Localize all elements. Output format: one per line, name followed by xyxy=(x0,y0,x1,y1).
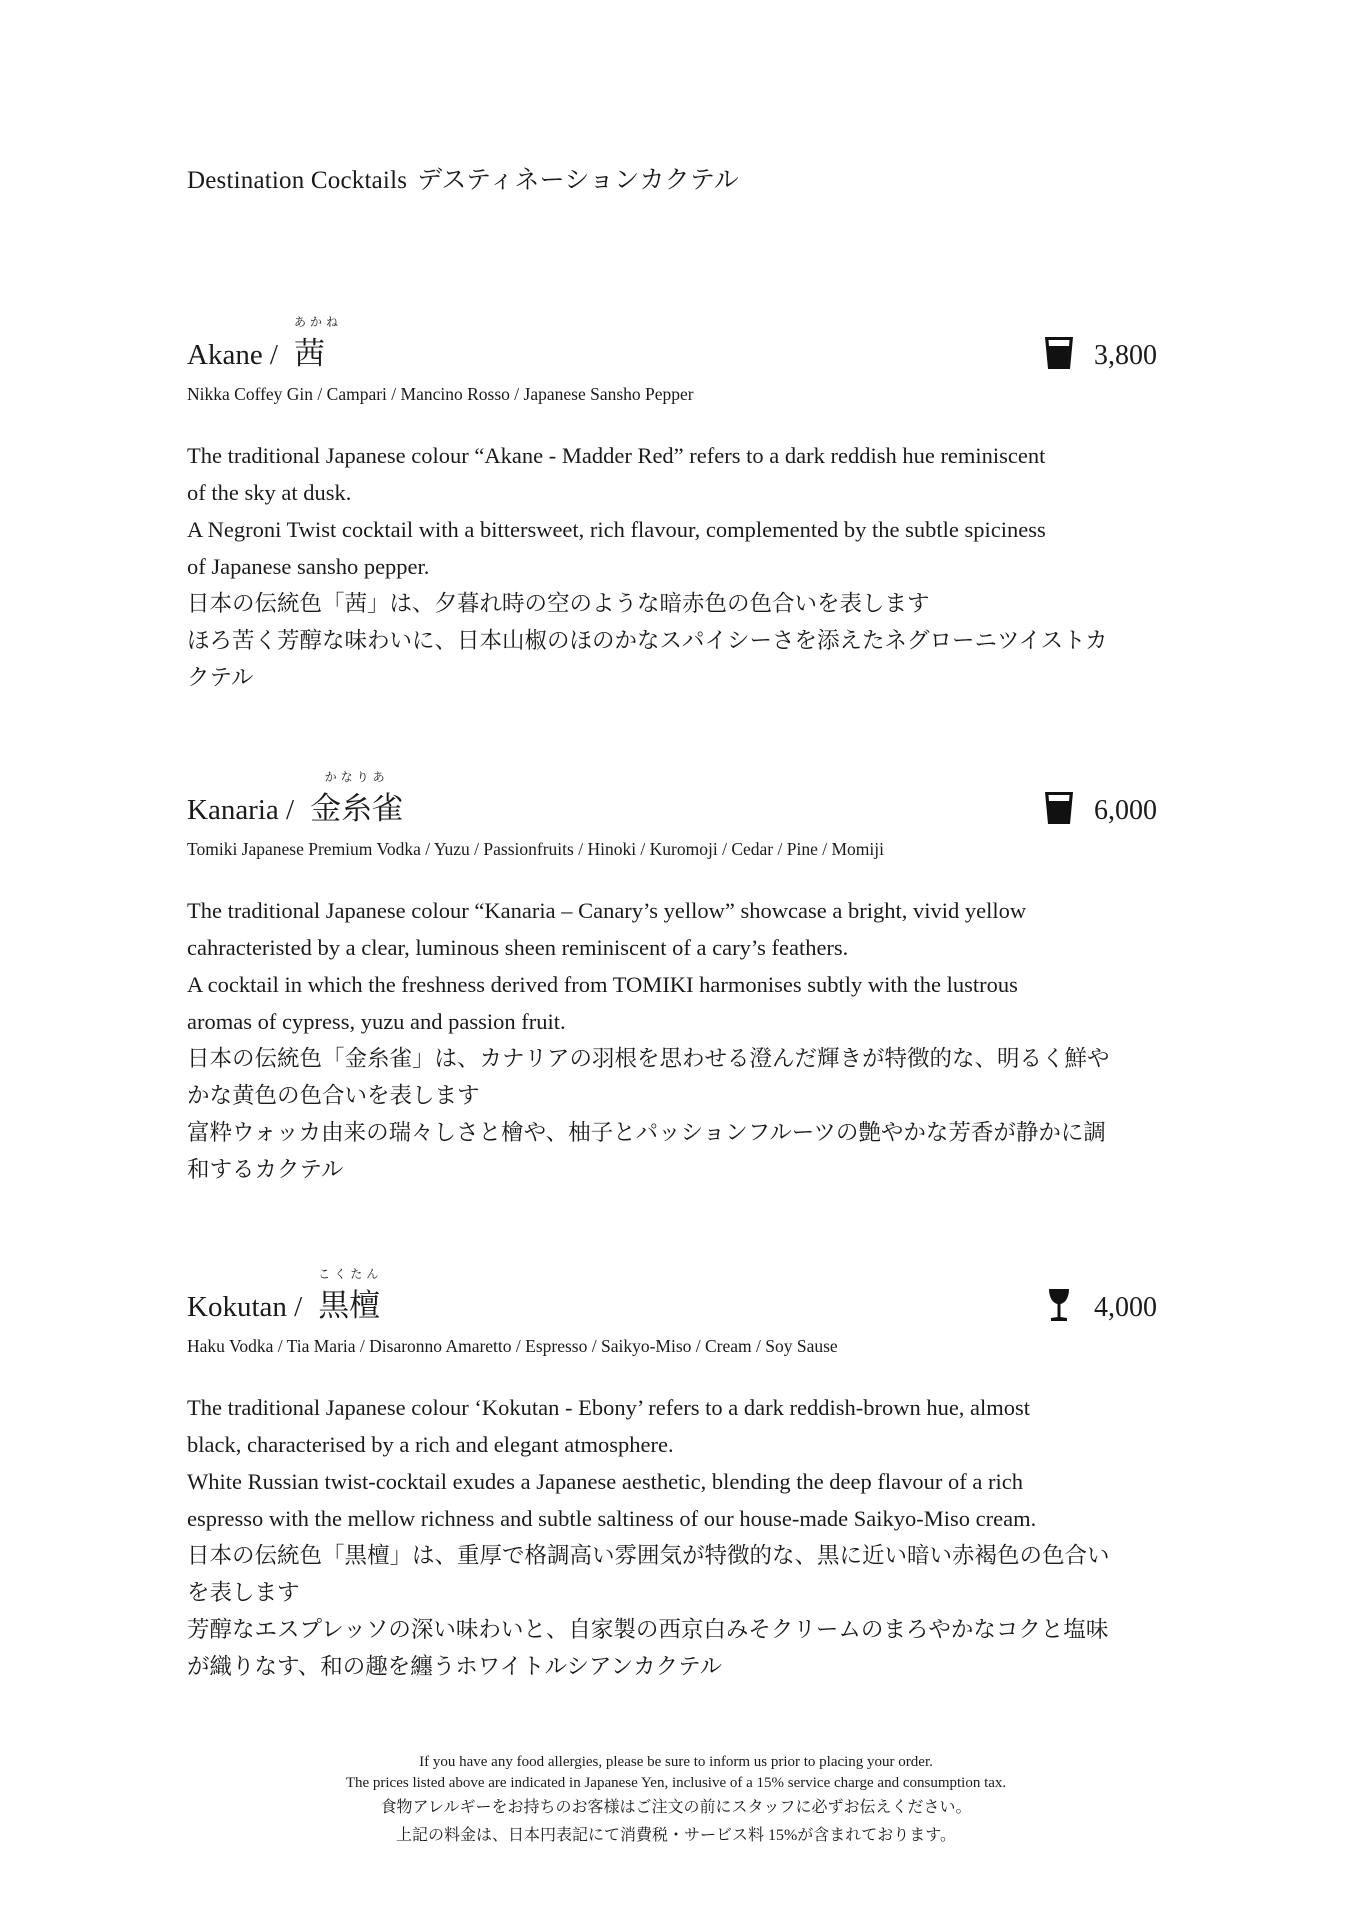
description-line: を表します xyxy=(187,1580,300,1605)
description-line: かな黄色の色合いを表します xyxy=(187,1083,480,1108)
price-box xyxy=(1044,1288,1157,1322)
cocktail-name xyxy=(187,1267,383,1323)
cocktail-name-en: Kanaria / xyxy=(187,794,295,826)
cocktail-price: 3,800 xyxy=(1094,340,1157,371)
cocktail-ingredients: Tomiki Japanese Premium Vodka / Yuzu / Passionfruits / Hinoki / Kuromoji / Cedar / Pine / Momiji xyxy=(187,839,884,859)
cocktail-kanji-group xyxy=(318,1267,383,1323)
description-line: 日本の伝統色「黒檀」は、重厚で格調高い雰囲気が特徴的な、黒に近い暗い赤褐色の色合い xyxy=(187,1543,1110,1568)
description-line: cahracteristed by a clear, luminous sheen reminiscent of a cary’s feathers. xyxy=(187,935,849,960)
cocktail-header xyxy=(187,755,1157,825)
menu-title-en: Destination Cocktails xyxy=(187,167,408,194)
description-line: 和するカクテル xyxy=(187,1157,344,1182)
cocktail-kanji: 黒檀 xyxy=(318,1288,381,1323)
cocktail-name xyxy=(187,770,404,826)
footer-price-jp: 上記の料金は、日本円表記にて消費税・サービス料 15%が含まれております。 xyxy=(395,1827,957,1844)
cocktail-kanji: 茜 xyxy=(294,336,325,371)
description-line: of Japanese sansho pepper. xyxy=(187,554,430,579)
cocktail-price: 4,000 xyxy=(1094,1292,1157,1323)
footer-allergy-en: If you have any food allergies, please be sure to inform us prior to placing your order. xyxy=(419,1754,933,1770)
cocktail-name xyxy=(187,315,343,371)
cocktail-ingredients: Haku Vodka / Tia Maria / Disaronno Amaretto / Espresso / Saikyo-Miso / Cream / Soy Sause xyxy=(187,1336,838,1356)
description-line: 富粋ウォッカ由来の瑞々しさと檜や、柚子とパッションフルーツの艶やかな芳香が静かに調 xyxy=(187,1120,1106,1145)
cocktail-kokutan xyxy=(187,1252,1157,1685)
menu-title xyxy=(187,160,739,196)
description-line: 日本の伝統色「金糸雀」は、カナリアの羽根を思わせる澄んだ輝きが特徴的な、明るく鮮や xyxy=(187,1046,1110,1071)
cocktail-ruby: あかね xyxy=(294,315,343,329)
cocktail-ruby: かなりあ xyxy=(324,770,389,784)
rocks-glass-icon xyxy=(1044,336,1074,370)
cocktail-akane xyxy=(187,300,1157,696)
wine-glass-icon xyxy=(1044,1288,1074,1322)
cocktail-name-en: Akane / xyxy=(187,339,278,371)
cocktail-ruby: こくたん xyxy=(318,1267,383,1281)
price-box xyxy=(1044,336,1157,370)
cocktail-kanji-group xyxy=(294,315,343,371)
cocktail-header xyxy=(187,300,1157,370)
description-line: The traditional Japanese colour “Kanaria – Canary’s yellow” showcase a bright, vivid yellow xyxy=(187,898,1027,923)
cocktail-kanji-group xyxy=(310,770,404,826)
cocktail-ingredients: Nikka Coffey Gin / Campari / Mancino Rosso / Japanese Sansho Pepper xyxy=(187,384,694,404)
cocktail-kanaria xyxy=(187,755,1157,1188)
cocktail-header xyxy=(187,1252,1157,1322)
menu-title-jp: デスティネーションカクテル xyxy=(417,167,740,194)
description-line: The traditional Japanese colour ‘Kokutan - Ebony’ refers to a dark reddish-brown hue, almost xyxy=(187,1395,1031,1420)
footer-price-en: The prices listed above are indicated in Japanese Yen, inclusive of a 15% service charge and consumption tax. xyxy=(345,1775,1007,1791)
description-line: 芳醇なエスプレッソの深い味わいと、自家製の西京白みそクリームのまろやかなコクと塩味 xyxy=(187,1617,1109,1642)
description-line: クテル xyxy=(187,665,254,690)
cocktail-description xyxy=(187,892,1157,1188)
cocktail-description xyxy=(187,437,1157,696)
price-box xyxy=(1044,791,1157,825)
cocktail-price: 6,000 xyxy=(1094,795,1157,826)
description-line: A cocktail in which the freshness derived from TOMIKI harmonises subtly with the lustrous xyxy=(187,972,1018,997)
cocktail-kanji: 金糸雀 xyxy=(310,791,404,826)
description-line: 日本の伝統色「茜」は、夕暮れ時の空のような暗赤色の色合いを表します xyxy=(187,591,930,616)
description-line: ほろ苦く芳醇な味わいに、日本山椒のほのかなスパイシーさを添えたネグローニツイストカ xyxy=(187,628,1108,653)
description-line: aromas of cypress, yuzu and passion fruit. xyxy=(187,1009,566,1034)
cocktail-description xyxy=(187,1389,1157,1685)
description-line: espresso with the mellow richness and subtle saltiness of our house-made Saikyo-Miso cream. xyxy=(187,1506,1037,1531)
description-line: The traditional Japanese colour “Akane - Madder Red” refers to a dark reddish hue reminiscent xyxy=(187,443,1046,468)
description-line: が織りなす、和の趣を纏うホワイトルシアンカクテル xyxy=(187,1654,722,1679)
description-line: White Russian twist-cocktail exudes a Japanese aesthetic, blending the deep flavour of a rich xyxy=(187,1469,1023,1494)
cocktail-name-en: Kokutan / xyxy=(187,1291,303,1323)
rocks-glass-icon xyxy=(1044,791,1074,825)
description-line: of the sky at dusk. xyxy=(187,480,352,505)
description-line: black, characterised by a rich and elegant atmosphere. xyxy=(187,1432,674,1457)
footer-allergy-jp: 食物アレルギーをお持ちのお客様はご注文の前にスタッフに必ずお伝えください。 xyxy=(380,1799,972,1816)
footer-notice xyxy=(0,1752,1352,1850)
description-line: A Negroni Twist cocktail with a bittersweet, rich flavour, complemented by the subtle spiciness xyxy=(187,517,1046,542)
